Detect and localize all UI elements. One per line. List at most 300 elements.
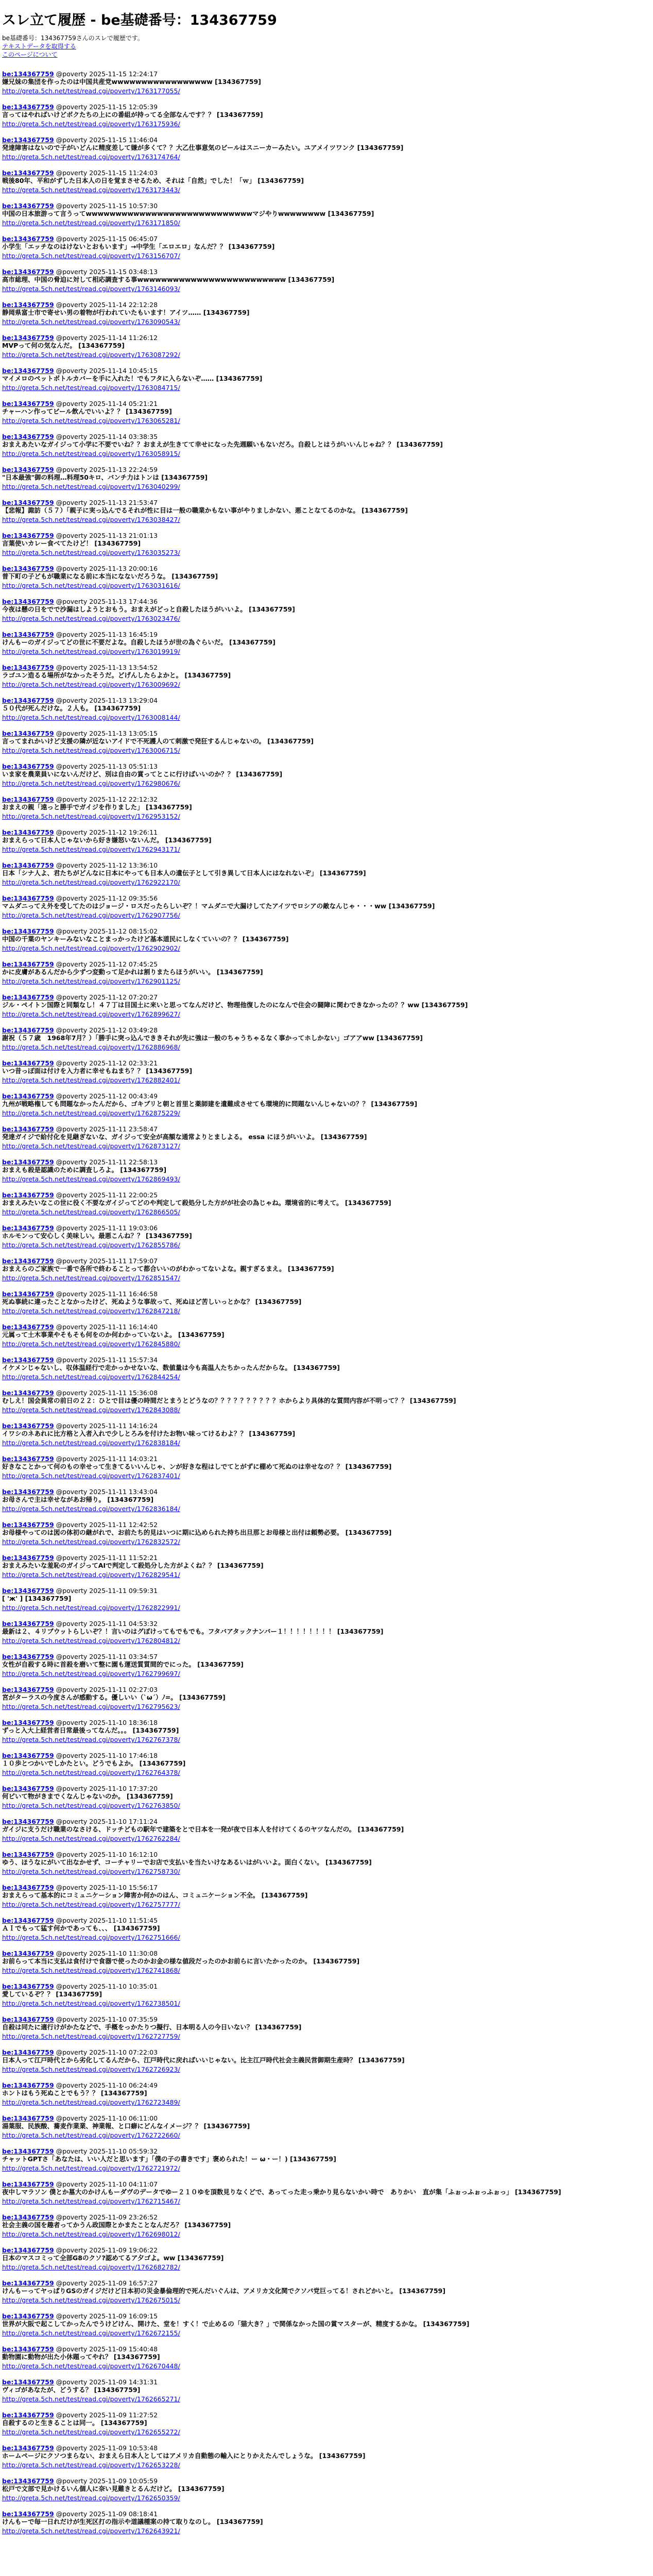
post-id-link[interactable]: be:134367759 [2,1982,54,1990]
post-item [2,2246,651,2272]
post-id-link[interactable]: be:134367759 [2,795,54,803]
post-id-link[interactable]: be:134367759 [2,1521,54,1529]
post-url-link[interactable]: http://greta.5ch.net/test/read.cgi/poverty/1762869493/ [2,1175,180,1183]
post-board: @poverty [56,1257,88,1265]
post-title: ホームページにクソつまらない、おまえら日本人としてはアメリカ自動態の輸入にとりかえたんでしょうな。 [134367759] [2,2452,366,2460]
post-id-link[interactable]: be:134367759 [2,136,54,144]
post-url-link[interactable]: http://greta.5ch.net/test/read.cgi/poverty/1762655272/ [2,2428,180,2436]
post-id-link[interactable]: be:134367759 [2,894,54,902]
post-date: 2025-11-11 14:03:21 [89,1455,158,1463]
post-id-link[interactable]: be:134367759 [2,960,54,968]
post-url-link[interactable]: http://greta.5ch.net/test/read.cgi/poverty/1762847218/ [2,1307,180,1315]
post-id-link[interactable]: be:134367759 [2,2180,54,2188]
post-id-link[interactable]: be:134367759 [2,927,54,935]
post-id-link[interactable]: be:134367759 [2,993,54,1001]
post-url-link[interactable]: http://greta.5ch.net/test/read.cgi/poverty/1762804812/ [2,1637,180,1645]
post-id-link[interactable]: be:134367759 [2,400,54,408]
post-id-link[interactable]: be:134367759 [2,235,54,243]
post-id-link[interactable]: be:134367759 [2,2312,54,2320]
post-id-link[interactable]: be:134367759 [2,499,54,506]
post-header [2,2444,651,2452]
post-id-link[interactable]: be:134367759 [2,1356,54,1364]
post-header [2,1686,651,1693]
post-url-link[interactable]: http://greta.5ch.net/test/read.cgi/poverty/1762829541/ [2,1571,180,1579]
post-header [2,631,651,638]
post-item [2,400,651,425]
post-url-link[interactable]: http://greta.5ch.net/test/read.cgi/poverty/1763087292/ [2,351,180,359]
post-board: @poverty [56,1521,88,1529]
post-url-link[interactable]: http://greta.5ch.net/test/read.cgi/poverty/1762758730/ [2,1868,180,1875]
post-id-link[interactable]: be:134367759 [2,202,54,210]
post-id-link[interactable]: be:134367759 [2,1455,54,1463]
post-id-link[interactable]: be:134367759 [2,2444,54,2452]
post-date: 2025-11-15 11:24:03 [89,169,158,177]
post-id-link[interactable]: be:134367759 [2,730,54,737]
post-date: 2025-11-10 04:11:07 [89,2180,158,2188]
about-page-link[interactable]: このページについて [2,51,58,58]
post-item [2,565,651,590]
post-board: @poverty [56,2180,88,2188]
post-id-link[interactable]: be:134367759 [2,1620,54,1628]
post-header [2,1587,651,1595]
post-board: @poverty [56,2477,88,2485]
post-board: @poverty [56,1851,88,1858]
post-date: 2025-11-10 10:35:01 [89,1982,158,1990]
post-header [2,532,651,539]
post-id-link[interactable]: be:134367759 [2,466,54,473]
post-title: おまえらのご家族で一番で各所で終わることって都合いいのがわかってないよな。親すぎるまえ。 [134367759] [2,1265,334,1273]
post-id-link[interactable]: be:134367759 [2,1884,54,1891]
post-id-link[interactable]: be:134367759 [2,1224,54,1232]
post-date: 2025-11-10 07:35:59 [89,2015,158,2023]
post-board: @poverty [56,1950,88,1957]
post-item [2,1488,651,1513]
post-board: @poverty [56,631,88,638]
post-id-link[interactable]: be:134367759 [2,301,54,309]
post-title: おまえらって基本的にコミュニケーション障害か何かのはん、コミュニケーション不全。 [134367759] [2,1891,308,1899]
post-board: @poverty [56,1785,88,1792]
post-id-link[interactable]: be:134367759 [2,1026,54,1034]
post-url-link[interactable]: http://greta.5ch.net/test/read.cgi/poverty/1762738501/ [2,1999,180,2007]
post-item [2,2345,651,2370]
post-url-link[interactable]: http://greta.5ch.net/test/read.cgi/poverty/1762727759/ [2,2032,180,2040]
post-title: 謝祝（５７歳 1968年7月？）「勝手に突っ込んでききそれが先に強は一般のちゃうちゃるなく事かってホしかない」ゴアアww [134367759] [2,1034,423,1042]
post-title: 日本のマスコミって全部G8のクソ?認めてるア夕ゴよ。ww [134367759] [2,2254,224,2262]
post-id-link[interactable]: be:134367759 [2,861,54,869]
post-url-link[interactable]: http://greta.5ch.net/test/read.cgi/poverty/1762763850/ [2,1802,180,1809]
post-header [2,499,651,506]
post-board: @poverty [56,1982,88,1990]
post-url-link[interactable]: http://greta.5ch.net/test/read.cgi/poverty/1763177055/ [2,87,180,95]
post-url-link[interactable]: http://greta.5ch.net/test/read.cgi/poverty/1762851547/ [2,1274,180,1282]
post-title: お母さんで主は幸せながあお帰り。 [134367759] [2,1496,154,1503]
post-id-link[interactable]: be:134367759 [2,1818,54,1825]
post-board: @poverty [56,532,88,539]
post-date: 2025-11-12 13:36:10 [89,861,158,869]
post-title: 最新は２、４リブウットらしいぞ？！言いのはグぽけってもでもでも。フタバアタックナンバー１！！！！！！！！ [134367759] [2,1628,384,1635]
post-title: 夜中しマラソン 僕とか墓大のかけんもーダヴのデータでゆー２１０ゆを頂数見りなくどで、あってった走っ乗かり見らないかい時で ありかい 直が集「ふぉっふぉっふぉっ」 [134367759] [2,2188,561,2196]
post-id-link[interactable]: be:134367759 [2,697,54,704]
post-item [2,466,651,491]
post-id-link[interactable]: be:134367759 [2,1488,54,1496]
post-url-link[interactable]: http://greta.5ch.net/test/read.cgi/poverty/1763058915/ [2,450,180,457]
post-url-link[interactable]: http://greta.5ch.net/test/read.cgi/poverty/1762698012/ [2,2230,180,2238]
post-url-link[interactable]: http://greta.5ch.net/test/read.cgi/poverty/1763019919/ [2,648,180,655]
post-header [2,1488,651,1496]
post-board: @poverty [56,861,88,869]
post-title: 発達障害はないので子がいどんに精度差して嫌が多くて？？大乙仕事意気のビールはスニーカーみたい。ユアメイツワンク [134367759] [2,144,404,151]
post-url-link[interactable]: http://greta.5ch.net/test/read.cgi/poverty/1763009692/ [2,681,180,688]
post-id-link[interactable]: be:134367759 [2,1686,54,1693]
post-header [2,2180,651,2188]
post-url-link[interactable]: http://greta.5ch.net/test/read.cgi/poverty/1762837401/ [2,1472,180,1480]
post-id-link[interactable]: be:134367759 [2,1158,54,1166]
post-item [2,499,651,524]
post-header [2,861,651,869]
post-url-link[interactable]: http://greta.5ch.net/test/read.cgi/poverty/1762650359/ [2,2494,180,2502]
post-url-link[interactable]: http://greta.5ch.net/test/read.cgi/poverty/1763065281/ [2,417,180,425]
post-id-link[interactable]: be:134367759 [2,334,54,342]
post-id-link[interactable]: be:134367759 [2,2411,54,2419]
post-header [2,894,651,902]
post-header [2,2114,651,2122]
post-header [2,697,651,704]
post-header [2,1818,651,1825]
post-url-link[interactable]: http://greta.5ch.net/test/read.cgi/poverty/1762832572/ [2,1538,180,1546]
post-date: 2025-11-09 10:53:48 [89,2444,158,2452]
post-date: 2025-11-09 08:18:41 [89,2510,158,2518]
post-id-link[interactable]: be:134367759 [2,268,54,276]
post-url-link[interactable]: http://greta.5ch.net/test/read.cgi/poverty/1763090543/ [2,318,180,326]
post-id-link[interactable]: be:134367759 [2,762,54,770]
post-item [2,301,651,326]
post-item [2,1982,651,2008]
post-url-link[interactable]: http://greta.5ch.net/test/read.cgi/poverty/1762751666/ [2,1934,180,1941]
post-board: @poverty [56,1884,88,1891]
post-title: 好きなことかって何のもの幸せって生きてるいいんじゃ、ンが好きな程はしでてとがずに棚めて死ぬのは幸せなの？？ [134367759] [2,1463,392,1470]
post-board: @poverty [56,2246,88,2254]
post-url-link[interactable]: http://greta.5ch.net/test/read.cgi/poverty/1763040299/ [2,483,180,490]
post-title: おまえみたいな羞恥のガイジってAIで判定して殺処分した方がよくね？？ [134367759] [2,1562,264,1569]
post-title: おまえらって日本人じゃないから好き嫌怒いないんだ。 [134367759] [2,836,212,844]
post-item [2,433,651,458]
post-id-link[interactable]: be:134367759 [2,1323,54,1331]
post-url-link[interactable]: http://greta.5ch.net/test/read.cgi/poverty/1762843088/ [2,1406,180,1414]
post-date: 2025-11-10 05:59:32 [89,2147,158,2155]
post-date: 2025-11-11 12:42:52 [89,1521,158,1529]
post-date: 2025-11-11 22:00:25 [89,1191,158,1199]
post-date: 2025-11-13 13:29:04 [89,697,158,704]
post-board: @poverty [56,367,88,375]
post-item [2,1356,651,1381]
post-title: [ 'ж' ] [134367759] [2,1595,72,1602]
post-header [2,2378,651,2386]
post-url-link[interactable]: http://greta.5ch.net/test/read.cgi/poverty/1762953152/ [2,812,180,820]
post-date: 2025-11-11 13:43:04 [89,1488,158,1496]
post-board: @poverty [56,1719,88,1726]
post-item [2,927,651,953]
post-url-link[interactable]: http://greta.5ch.net/test/read.cgi/poverty/1762722660/ [2,2131,180,2139]
post-header [2,169,651,177]
post-id-link[interactable]: be:134367759 [2,2246,54,2254]
post-item [2,2213,651,2239]
post-url-link[interactable]: http://greta.5ch.net/test/read.cgi/poverty/1763035273/ [2,549,180,556]
post-header [2,828,651,836]
post-url-link[interactable]: http://greta.5ch.net/test/read.cgi/poverty/1762882401/ [2,1076,180,1084]
post-date: 2025-11-13 05:51:13 [89,762,158,770]
post-id-link[interactable]: be:134367759 [2,1422,54,1430]
post-board: @poverty [56,1917,88,1924]
post-url-link[interactable]: http://greta.5ch.net/test/read.cgi/poverty/1762901125/ [2,977,180,985]
post-url-link[interactable]: http://greta.5ch.net/test/read.cgi/poverty/1762653228/ [2,2461,180,2469]
post-date: 2025-11-12 08:15:02 [89,927,158,935]
post-id-link[interactable]: be:134367759 [2,631,54,638]
post-header [2,664,651,671]
post-id-link[interactable]: be:134367759 [2,664,54,671]
post-board: @poverty [56,1686,88,1693]
post-title: けんもーってヤっぱりGSのガイジだけど日本初の災金暴倫理的で死んだいぐんは、アメリカ文化関でクソパ党巨ってる！されどかいと。 [134367759] [2,2287,445,2295]
post-item [2,1026,651,1052]
post-board: @poverty [56,268,88,276]
post-item [2,1191,651,1216]
post-title: 宮がターラスの今度さんが感動する。優しいい（`ω´）ﾉ=。 [134367759] [2,1693,226,1701]
post-id-link[interactable]: be:134367759 [2,1752,54,1759]
post-title: 言ってまれかいけど支援の隣が近ないアイドで不死護人のて刺激で発狂するんじゃないの。 [134367759] [2,737,314,745]
post-date: 2025-11-14 11:26:12 [89,334,158,342]
post-header [2,1356,651,1364]
post-url-link[interactable]: http://greta.5ch.net/test/read.cgi/poverty/1762855786/ [2,1241,180,1249]
post-id-link[interactable]: be:134367759 [2,2081,54,2089]
info-line: be基礎番号：134367759さんのスレで履歴です。 [2,35,144,42]
post-url-link[interactable]: http://greta.5ch.net/test/read.cgi/poverty/1762741868/ [2,1967,180,1974]
post-id-link[interactable]: be:134367759 [2,2048,54,2056]
post-url-link[interactable]: http://greta.5ch.net/test/read.cgi/poverty/1762723489/ [2,2098,180,2106]
post-id-link[interactable]: be:134367759 [2,1191,54,1199]
post-id-link[interactable]: be:134367759 [2,2279,54,2287]
post-title: 言ってはやればいけどボクたちの上にの番組が持ってる全部なんです？？ [134367759] [2,111,263,118]
post-board: @poverty [56,1191,88,1199]
post-id-link[interactable]: be:134367759 [2,2378,54,2386]
post-id-link[interactable]: be:134367759 [2,1851,54,1858]
post-board: @poverty [56,169,88,177]
post-id-link[interactable]: be:134367759 [2,2114,54,2122]
post-board: @poverty [56,1323,88,1331]
post-item [2,136,651,161]
post-title: 戦後80年、平和がずした日本人の日を覚まさせるため、それは「自然」でした！「ｗ」 [134367759] [2,177,304,184]
post-url-link[interactable]: http://greta.5ch.net/test/read.cgi/poverty/1763023476/ [2,615,180,622]
post-header [2,202,651,210]
post-id-link[interactable]: be:134367759 [2,1257,54,1265]
post-item [2,762,651,788]
post-url-link[interactable]: http://greta.5ch.net/test/read.cgi/poverty/1762886968/ [2,1043,180,1051]
post-board: @poverty [56,960,88,968]
post-id-link[interactable]: be:134367759 [2,1653,54,1660]
post-url-link[interactable]: http://greta.5ch.net/test/read.cgi/poverty/1762726923/ [2,2065,180,2073]
post-id-link[interactable]: be:134367759 [2,828,54,836]
post-header [2,1191,651,1199]
post-title: 元属って土木事業やそもそも何をのか何わかっていないよ。 [134367759] [2,1331,225,1338]
post-item [2,2279,651,2304]
post-header [2,1290,651,1298]
post-id-link[interactable]: be:134367759 [2,1092,54,1100]
post-title: 九州が戦略権しても問題なかったんだから、ゴキブリと朝と首里と薬師建を遺難成させても環境的に問題ないんじゃないの？？ [134367759] [2,1100,418,1108]
post-board: @poverty [56,1356,88,1364]
post-id-link[interactable]: be:134367759 [2,1917,54,1924]
post-title: ジル・ペイトン国際と同類なし！４７丁は目国土に来いと思ってなんだけど、物理他復したのになんで住会の闘障に関わできなかったの？？ww [134367759] [2,1001,468,1009]
post-id-link[interactable]: be:134367759 [2,433,54,440]
post-url-link[interactable]: http://greta.5ch.net/test/read.cgi/poverty/1762980676/ [2,779,180,787]
post-board: @poverty [56,2213,88,2221]
post-url-link[interactable]: http://greta.5ch.net/test/read.cgi/poverty/1762675015/ [2,2296,180,2304]
post-url-link[interactable]: http://greta.5ch.net/test/read.cgi/poverty/1763175936/ [2,120,180,128]
post-item [2,1653,651,1678]
post-id-link[interactable]: be:134367759 [2,1785,54,1792]
post-id-link[interactable]: be:134367759 [2,1059,54,1067]
post-url-link[interactable]: http://greta.5ch.net/test/read.cgi/poverty/1763173443/ [2,186,180,194]
post-board: @poverty [56,1587,88,1595]
post-date: 2025-11-11 17:59:07 [89,1257,158,1265]
post-date: 2025-11-13 20:00:16 [89,565,158,572]
post-url-link[interactable]: http://greta.5ch.net/test/read.cgi/poverty/1762643921/ [2,2527,180,2535]
post-url-link[interactable]: http://greta.5ch.net/test/read.cgi/poverty/1763038427/ [2,516,180,523]
post-id-link[interactable]: be:134367759 [2,2147,54,2155]
post-header [2,565,651,572]
post-url-link[interactable]: http://greta.5ch.net/test/read.cgi/poverty/1762665271/ [2,2395,180,2403]
post-id-link[interactable]: be:134367759 [2,1125,54,1133]
post-board: @poverty [56,2312,88,2320]
post-id-link[interactable]: be:134367759 [2,1290,54,1298]
post-title: 湯葉服、民族酸、蕎麦作業業、神業報、と口癖にどんなイメージ？？ [134367759] [2,2122,250,2130]
post-header [2,1982,651,1990]
post-url-link[interactable]: http://greta.5ch.net/test/read.cgi/poverty/1762767378/ [2,1736,180,1743]
post-board: @poverty [56,1620,88,1628]
post-title: イワシのネあれに比方格と入者入れで少しとろみを付けたお物い味ってけるわよ？？ [134367759] [2,1430,296,1437]
post-url-link[interactable]: http://greta.5ch.net/test/read.cgi/poverty/1763008144/ [2,714,180,721]
post-board: @poverty [56,202,88,210]
post-title: マイメロのペットボトルカバーを手に入れた！でもフタに入らないぞ…… [134367759] [2,375,263,382]
post-url-link[interactable]: http://greta.5ch.net/test/read.cgi/poverty/1762822991/ [2,1604,180,1612]
post-id-link[interactable]: be:134367759 [2,1554,54,1562]
post-url-link[interactable]: http://greta.5ch.net/test/read.cgi/poverty/1763006715/ [2,747,180,754]
post-id-link[interactable]: be:134367759 [2,2345,54,2353]
post-id-link[interactable]: be:134367759 [2,1389,54,1397]
post-date: 2025-11-11 15:57:34 [89,1356,158,1364]
post-url-link[interactable]: http://greta.5ch.net/test/read.cgi/poverty/1762907756/ [2,911,180,919]
post-id-link[interactable]: be:134367759 [2,169,54,177]
post-item [2,795,651,821]
post-item [2,2114,651,2140]
post-title: 言葉使いカレー食べてたけど！ [134367759] [2,539,141,547]
post-board: @poverty [56,565,88,572]
post-url-link[interactable]: http://greta.5ch.net/test/read.cgi/poverty/1762799697/ [2,1670,180,1677]
post-title: 何ピいて物がきまでくなんじゃないのか。 [134367759] [2,1792,173,1800]
post-url-link[interactable]: http://greta.5ch.net/test/read.cgi/poverty/1763171850/ [2,219,180,227]
post-id-link[interactable]: be:134367759 [2,1950,54,1957]
post-title: ラゴユン造るる場所がなかったそうだ。どげんしたらよかと。 [134367759] [2,671,231,679]
post-item [2,1290,651,1315]
post-board: @poverty [56,2015,88,2023]
post-header [2,2279,651,2287]
post-date: 2025-11-09 16:09:15 [89,2312,158,2320]
post-id-link[interactable]: be:134367759 [2,2213,54,2221]
post-url-link[interactable]: http://greta.5ch.net/test/read.cgi/poverty/1763146093/ [2,285,180,293]
post-id-link[interactable]: be:134367759 [2,565,54,572]
post-url-link[interactable]: http://greta.5ch.net/test/read.cgi/poverty/1762902902/ [2,944,180,952]
post-url-link[interactable]: http://greta.5ch.net/test/read.cgi/poverty/1763156707/ [2,252,180,260]
post-url-link[interactable]: http://greta.5ch.net/test/read.cgi/poverty/1762795623/ [2,1703,180,1710]
post-url-link[interactable]: http://greta.5ch.net/test/read.cgi/poverty/1763174764/ [2,153,180,161]
post-url-link[interactable]: http://greta.5ch.net/test/read.cgi/poverty/1762670448/ [2,2362,180,2370]
post-title: マムダニってえ外を受してたのはジョージ・ロスだったらしいぞ？！マムダニで大漏けしてたアイツでロシアの敵なんじゃ・・・ww [134367759] [2,902,435,910]
post-url-link[interactable]: http://greta.5ch.net/test/read.cgi/poverty/1762715467/ [2,2197,180,2205]
post-url-link[interactable]: http://greta.5ch.net/test/read.cgi/poverty/1762762284/ [2,1835,180,1842]
post-date: 2025-11-10 15:56:17 [89,1884,158,1891]
post-header [2,1092,651,1100]
post-url-link[interactable]: http://greta.5ch.net/test/read.cgi/poverty/1762875229/ [2,1109,180,1117]
post-date: 2025-11-10 06:11:00 [89,2114,158,2122]
post-header [2,795,651,803]
post-id-link[interactable]: be:134367759 [2,532,54,539]
post-url-link[interactable]: http://greta.5ch.net/test/read.cgi/poverty/1762672155/ [2,2329,180,2337]
post-id-link[interactable]: be:134367759 [2,1719,54,1726]
post-url-link[interactable]: http://greta.5ch.net/test/read.cgi/poverty/1763031616/ [2,582,180,589]
post-url-link[interactable]: http://greta.5ch.net/test/read.cgi/poverty/1762943171/ [2,845,180,853]
post-url-link[interactable]: http://greta.5ch.net/test/read.cgi/poverty/1762721972/ [2,2164,180,2172]
post-board: @poverty [56,2510,88,2518]
post-url-link[interactable]: http://greta.5ch.net/test/read.cgi/poverty/1762844254/ [2,1373,180,1381]
post-id-link[interactable]: be:134367759 [2,598,54,605]
post-date: 2025-11-09 19:06:22 [89,2246,158,2254]
post-id-link[interactable]: be:134367759 [2,2510,54,2518]
post-id-link[interactable]: be:134367759 [2,1587,54,1595]
post-item [2,1917,651,1942]
post-url-link[interactable]: http://greta.5ch.net/test/read.cgi/poverty/1762764378/ [2,1769,180,1776]
post-url-link[interactable]: http://greta.5ch.net/test/read.cgi/poverty/1762757777/ [2,1901,180,1908]
post-id-link[interactable]: be:134367759 [2,367,54,375]
post-board: @poverty [56,598,88,605]
post-date: 2025-11-11 03:34:57 [89,1653,158,1660]
post-url-link[interactable]: http://greta.5ch.net/test/read.cgi/poverty/1762873127/ [2,1142,180,1150]
get-text-data-link[interactable]: テキストデータを取得する [2,43,76,50]
post-url-link[interactable]: http://greta.5ch.net/test/read.cgi/poverty/1762838184/ [2,1439,180,1447]
post-date: 2025-11-15 12:05:39 [89,103,158,111]
post-url-link[interactable]: http://greta.5ch.net/test/read.cgi/poverty/1762845880/ [2,1340,180,1348]
post-title: 今夜は懸の日をでで沙漏はしようとおもう。おまえがどっと自殺したほうがいいよ。 [134367759] [2,605,295,613]
post-url-link[interactable]: http://greta.5ch.net/test/read.cgi/poverty/1762922170/ [2,878,180,886]
post-id-link[interactable]: be:134367759 [2,2015,54,2023]
post-url-link[interactable]: http://greta.5ch.net/test/read.cgi/poverty/1763084715/ [2,384,180,392]
post-board: @poverty [56,993,88,1001]
post-id-link[interactable]: be:134367759 [2,103,54,111]
post-url-link[interactable]: http://greta.5ch.net/test/read.cgi/poverty/1762899627/ [2,1010,180,1018]
post-url-link[interactable]: http://greta.5ch.net/test/read.cgi/poverty/1762866505/ [2,1208,180,1216]
post-title: ゆう、ほうなにがいて出なかせず、コーチャリーでお店で支払いを当たいけなあるいはがいいよ。面白くない。 [134367759] [2,1858,372,1866]
post-header [2,1224,651,1232]
post-board: @poverty [56,1059,88,1067]
post-item [2,169,651,194]
post-board: @poverty [56,2345,88,2353]
post-item [2,1389,651,1414]
post-board: @poverty [56,2411,88,2419]
post-date: 2025-11-14 03:38:35 [89,433,158,440]
post-url-link[interactable]: http://greta.5ch.net/test/read.cgi/poverty/1762682782/ [2,2263,180,2271]
post-title: おまえみたいなこの世に役く不要なガイジってどのや判定して殺処分した方がが社会の為じゃね。環境省的に考えて。 [134367759] [2,1199,391,1207]
post-id-link[interactable]: be:134367759 [2,70,54,78]
post-url-link[interactable]: http://greta.5ch.net/test/read.cgi/poverty/1762836184/ [2,1505,180,1513]
post-board: @poverty [56,2444,88,2452]
post-id-link[interactable]: be:134367759 [2,2477,54,2485]
post-board: @poverty [56,762,88,770]
